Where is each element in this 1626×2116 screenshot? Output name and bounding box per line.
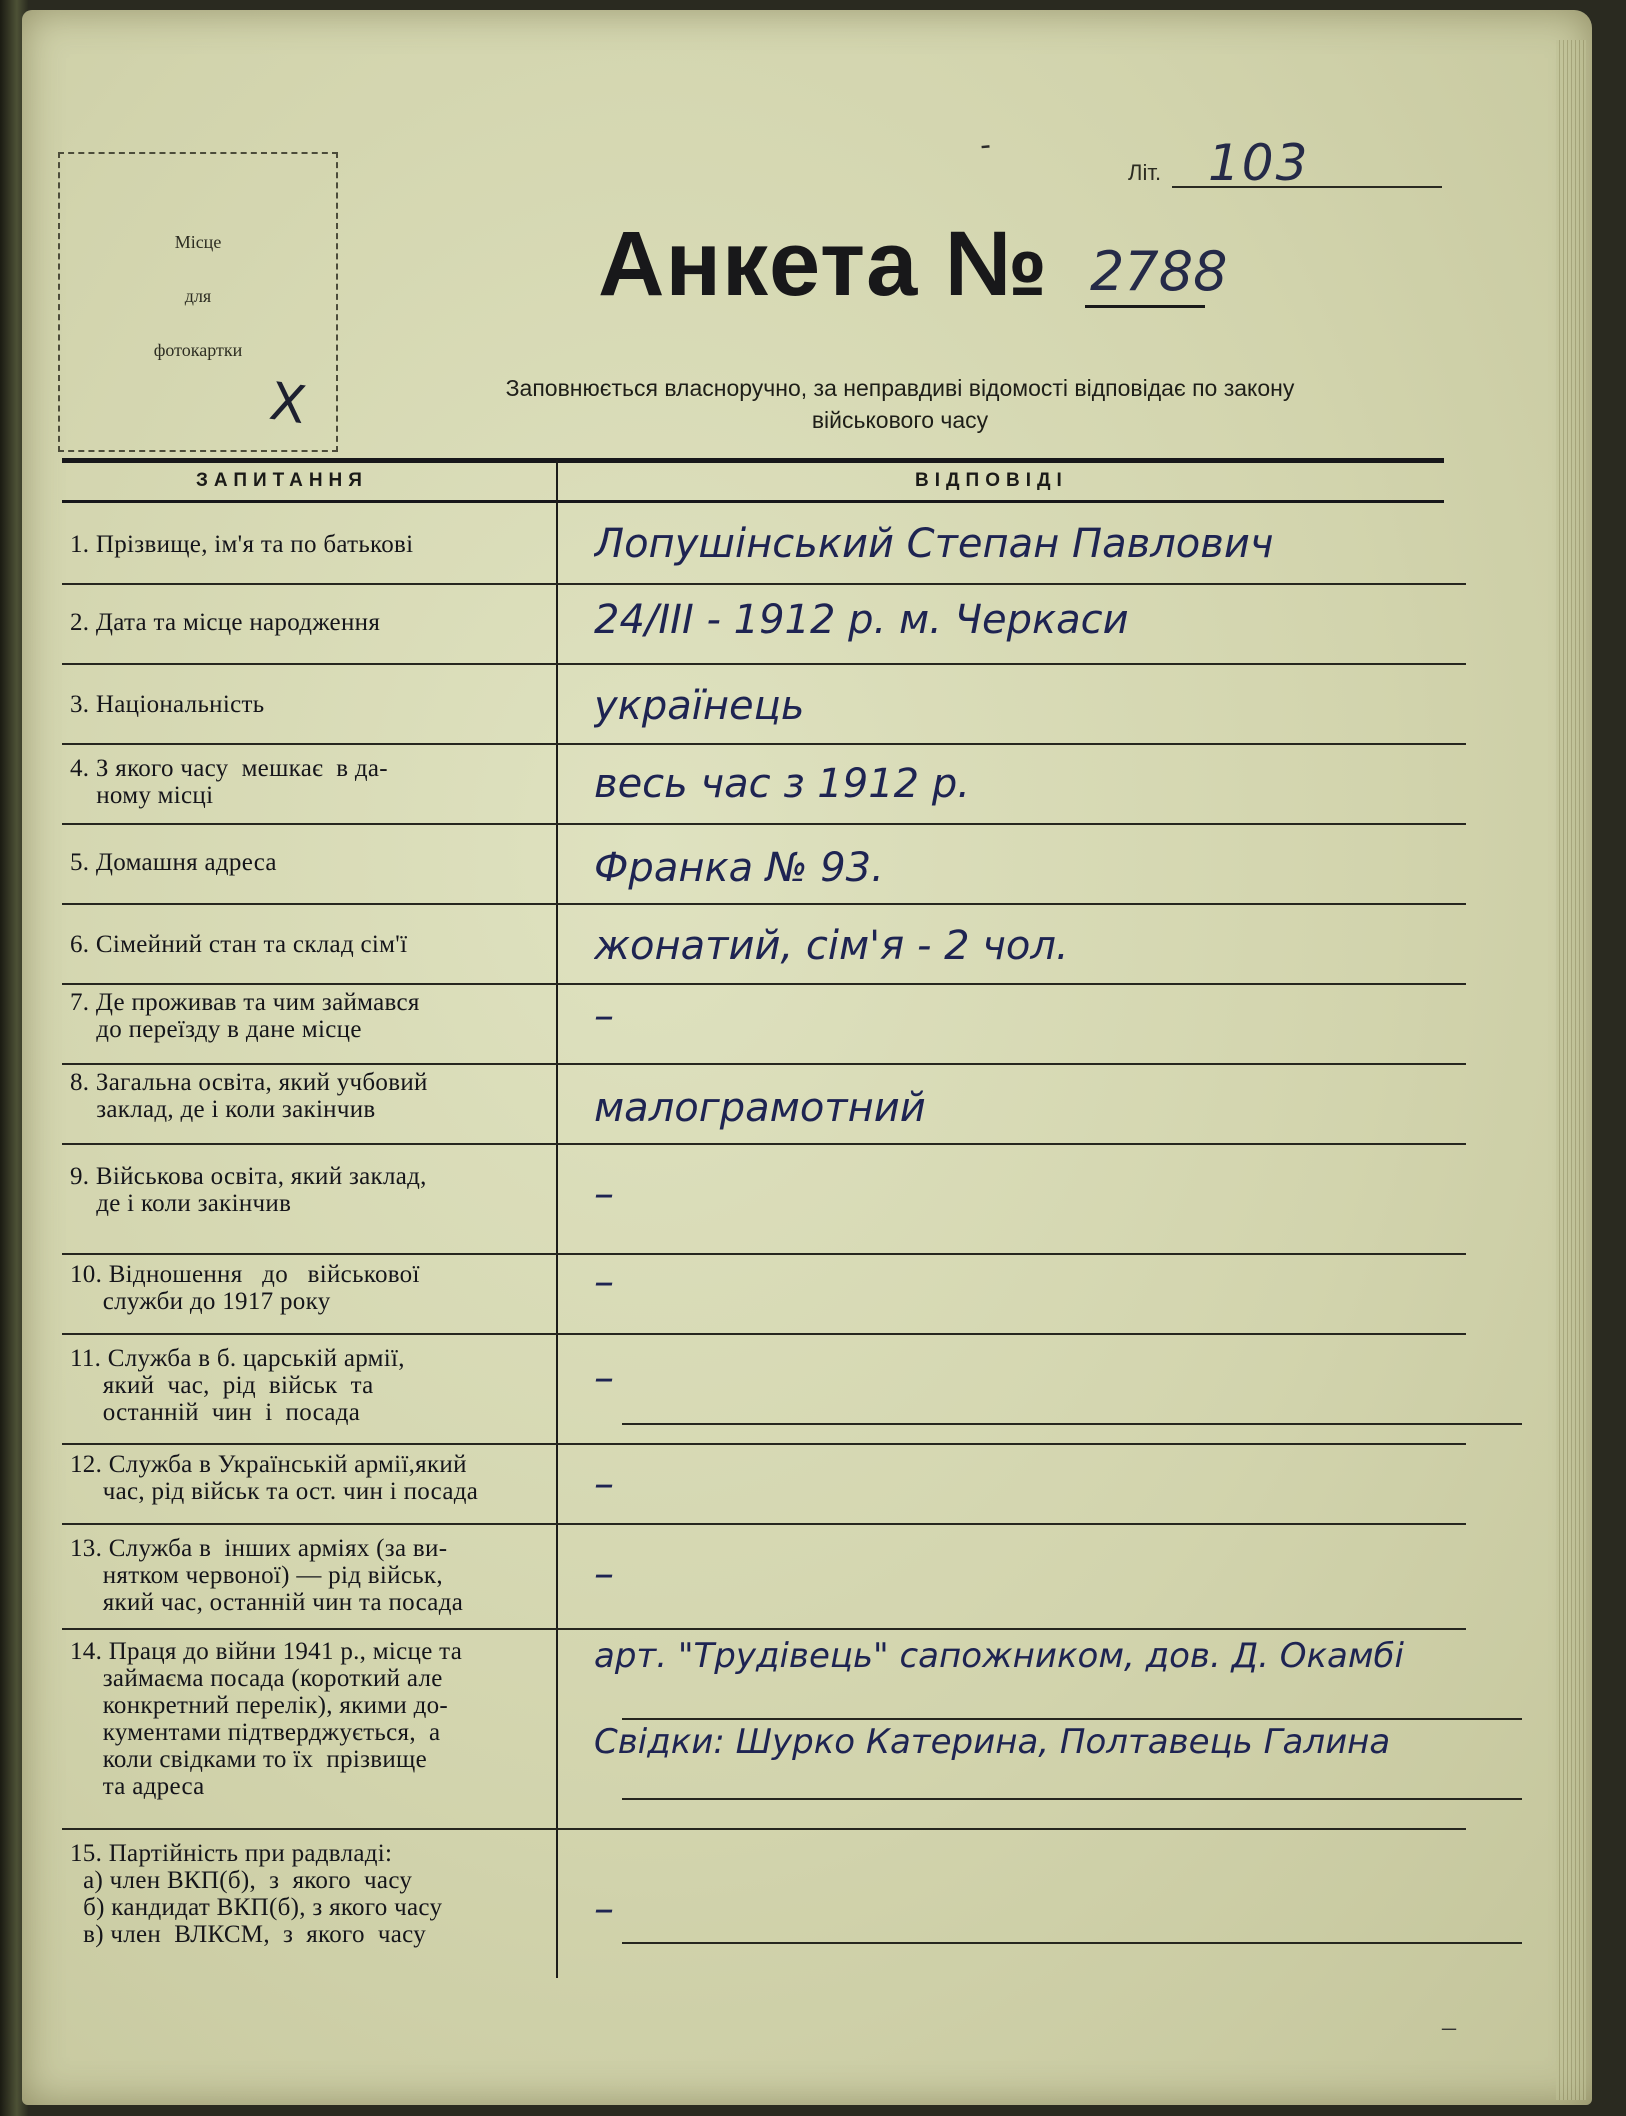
form-row-7 (62, 985, 1466, 1065)
answer-underline (622, 1798, 1522, 1800)
form-row-10 (62, 1255, 1466, 1335)
answer-4: весь час з 1912 р. (594, 761, 970, 807)
form-row-8 (62, 1065, 1466, 1145)
form-row-4 (62, 745, 1466, 825)
ink-mark: - (978, 127, 993, 164)
lit-value: 103 (1208, 134, 1310, 192)
answer-5: Франка № 93. (594, 845, 884, 891)
subtitle-line-1: Заповнюється власноручно, за неправдиві відомості відповідає по закону (505, 375, 1295, 401)
form-row-6 (62, 905, 1466, 985)
answer-9: – (594, 1171, 614, 1217)
form-row-5 (62, 825, 1466, 905)
question-3: 3. Національність (70, 691, 265, 718)
answer-underline (622, 1942, 1522, 1944)
answer-3: українець (594, 683, 805, 729)
answer-1: Лопушінський Степан Павлович (594, 521, 1274, 567)
photo-mark: Х (265, 371, 310, 437)
column-header-questions: ЗАПИТАННЯ (196, 470, 368, 491)
question-6: 6. Сімейний стан та склад сім'ї (70, 931, 408, 958)
form-row-12 (62, 1445, 1466, 1525)
answer-15: – (594, 1886, 614, 1932)
header-rule-top (62, 458, 1444, 463)
answer-13: – (594, 1551, 614, 1597)
question-11: 11. Служба в б. царській армії, який час, рід військ та останній чин і посада (70, 1345, 405, 1426)
answer-11: – (594, 1355, 614, 1401)
form-row-9 (62, 1145, 1466, 1255)
answer-6: жонатий, сім'я - 2 чол. (594, 923, 1069, 969)
question-8: 8. Загальна освіта, який учбовий заклад, де і коли закінчив (70, 1069, 428, 1123)
question-9: 9. Військова освіта, який заклад, де і коли закінчив (70, 1163, 427, 1217)
form-title: Анкета № (598, 213, 1049, 315)
form-row-14 (62, 1630, 1466, 1830)
photo-placeholder (58, 152, 338, 452)
question-7: 7. Де проживав та чим займався до переїзду в дане місце (70, 989, 420, 1043)
page-edge (1556, 40, 1586, 2100)
answer-14-line-1: арт. "Трудівець" сапожником, дов. Д. Окамбі (594, 1636, 1404, 1676)
question-10: 10. Відношення до військової служби до 1917 року (70, 1261, 420, 1315)
form-row-11 (62, 1335, 1466, 1445)
form-row-13 (62, 1525, 1466, 1630)
question-14: 14. Праця до війни 1941 р., місце та займаєма посада (короткий але конкретний перелік), якими до- кументами підтверджується, а коли свідками то їх прізвище та адреса (70, 1638, 463, 1800)
column-header-answers: ВІДПОВІДІ (915, 470, 1068, 491)
ink-mark: – (1442, 2012, 1456, 2043)
answer-8: малограмотний (594, 1085, 926, 1131)
question-5: 5. Домашня адреса (70, 849, 277, 876)
answer-7: – (594, 993, 614, 1039)
photo-label-2: для (184, 286, 212, 306)
question-2: 2. Дата та місце народження (70, 609, 381, 636)
question-15: 15. Партійність при радвладі: а) член ВКП(б), з якого часу б) кандидат ВКП(б), з якого часу в) член ВЛКСМ, з якого часу (70, 1840, 443, 1948)
question-4: 4. З якого часу мешкає в да- ному місці (70, 755, 388, 809)
lit-label: Літ. (1128, 160, 1162, 185)
question-1: 1. Прізвище, ім'я та по батькові (70, 531, 414, 558)
form-number-underline (1085, 305, 1205, 308)
form-row-1 (62, 505, 1466, 585)
form-row-3 (62, 665, 1466, 745)
form-number: 2788 (1090, 240, 1228, 303)
question-12: 12. Служба в Українській армії,який час, рід військ та ост. чин і посада (70, 1451, 479, 1505)
header-rule-bottom (62, 500, 1444, 503)
photo-label-3: фотокартки (153, 340, 243, 360)
answer-underline (622, 1423, 1522, 1425)
answer-underline (622, 1718, 1522, 1720)
answer-10: – (594, 1259, 614, 1305)
question-13: 13. Служба в інших арміях (за ви- нятком червоної) — рід військ, який час, останній чин та посада (70, 1535, 464, 1616)
form-row-2 (62, 585, 1466, 665)
answer-14-line-2: Свідки: Шурко Катерина, Полтавець Галина (594, 1722, 1391, 1762)
answer-2: 24/III - 1912 р. м. Черкаси (594, 597, 1129, 643)
form-row-15 (62, 1830, 1466, 1978)
subtitle-line-2: військового часу (811, 407, 989, 433)
answer-12: – (594, 1461, 614, 1507)
form-subtitle (370, 372, 1430, 436)
photo-label-1: Місце (174, 232, 222, 252)
